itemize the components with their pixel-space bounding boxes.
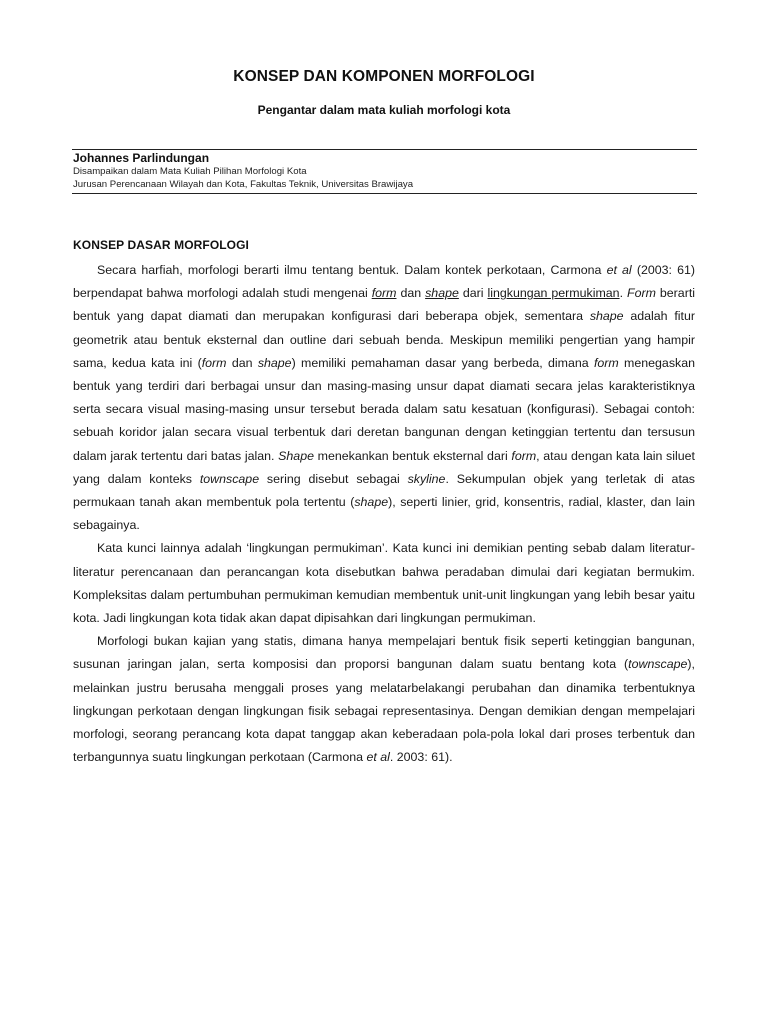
author-block	[73, 151, 693, 191]
paragraph: Morfologi bukan kajian yang statis, dimana hanya mempelajari bentuk fisik seperti ketinggian bangunan, susunan jaringan jalan, serta komposisi dan proporsi bangunan dalam suatu bentang kota (townscape), melainkan justru berusaha menggali proses yang melatarbelakangi perubahan dan dinamika terbentuknya lingkungan perkotaan dengan lingkungan fisik sebagai representasinya. Dengan demikian dengan mempelajari morfologi, seorang perancang kota dapat tanggap akan keberadaan pola-pola lokal dari proses terbentuk dan terbangunnya suatu lingkungan perkotaan (Carmona et al. 2003: 61).	[73, 634, 695, 765]
body-text	[73, 259, 695, 769]
document-title: KONSEP DAN KOMPONEN MORFOLOGI	[233, 68, 535, 85]
emphasis-text: form	[371, 286, 397, 301]
emphasis-text: form	[511, 448, 537, 463]
emphasis-text: Shape	[278, 448, 314, 463]
emphasis-text: shape	[354, 495, 389, 510]
paragraph: Secara harfiah, morfologi berarti ilmu tentang bentuk. Dalam kontek perkotaan, Carmona et al (2003: 61) berpendapat bahwa morfologi adalah studi mengenai form dan shape dari lingkungan permukiman. Form berarti bentuk yang dapat diamati dan merupakan konfigurasi dari beberapa objek, sementara shape adalah fitur geometrik atau bentuk eksternal dan outline dari sebuah benda. Meskipun memiliki pengertian yang hampir sama, kedua kata ini (form dan shape) memiliki pemahaman dasar yang berbeda, dimana form menegaskan bentuk yang terdiri dari berbagai unsur dan masing-masing unsur dapat diamati secara jelas karakteristiknya serta secara visual masing-masing unsur tersebut berada dalam satu kesatuan (konfigurasi). Sebagai contoh: sebuah koridor jalan secara visual terbentuk dari deretan bangunan dengan ketinggian tertentu dan tersusun dalam jarak tertentu dari batas jalan. Shape menekankan bentuk eksternal dari form, atau dengan kata lain siluet yang dalam konteks townscape sering disebut sebagai skyline. Sekumpulan objek yang terletak di atas permukaan tanah akan membentuk pola tertentu (shape), seperti linier, grid, konsentris, radial, klaster, dan lain sebagainya.	[73, 263, 696, 533]
emphasis-text: et al	[366, 750, 390, 765]
document-subtitle: Pengantar dalam mata kuliah morfologi kota	[257, 103, 511, 117]
emphasis-text: form	[593, 355, 619, 370]
emphasis-text: form	[201, 355, 227, 370]
header-rule-bottom	[72, 193, 697, 194]
affiliation-line: Disampaikan dalam Mata Kuliah Pilihan Morfologi Kota	[73, 166, 307, 177]
emphasis-text: lingkungan permukiman	[487, 286, 620, 301]
emphasis-text: townscape	[628, 657, 688, 672]
emphasis-text: et al	[606, 263, 632, 277]
paragraph: Kata kunci lainnya adalah ‘lingkungan permukiman’. Kata kunci ini demikian penting sebab dalam literatur-literatur perencanaan dan perancangan kota disebutkan bahwa peradaban dimulai dari kegiatan bermukim. Kompleksitas dalam pertumbuhan permukiman kemudian membentuk unit-unit lingkungan yang lebih besar yaitu kota. Jadi lingkungan kota tidak akan dapat dipisahkan dari lingkungan permukiman.	[73, 541, 695, 626]
emphasis-text: shape	[589, 309, 624, 324]
emphasis-text: shape	[425, 286, 459, 301]
section-heading: KONSEP DASAR MORFOLOGI	[73, 238, 249, 252]
emphasis-text: shape	[257, 355, 292, 370]
emphasis-text: townscape	[199, 471, 260, 486]
header-rule-top	[72, 149, 697, 150]
author-name: Johannes Parlindungan	[73, 151, 210, 165]
emphasis-text: Form	[627, 286, 656, 301]
affiliation-line: Jurusan Perencanaan Wilayah dan Kota, Fakultas Teknik, Universitas Brawijaya	[73, 179, 414, 190]
emphasis-text: skyline	[407, 471, 446, 486]
